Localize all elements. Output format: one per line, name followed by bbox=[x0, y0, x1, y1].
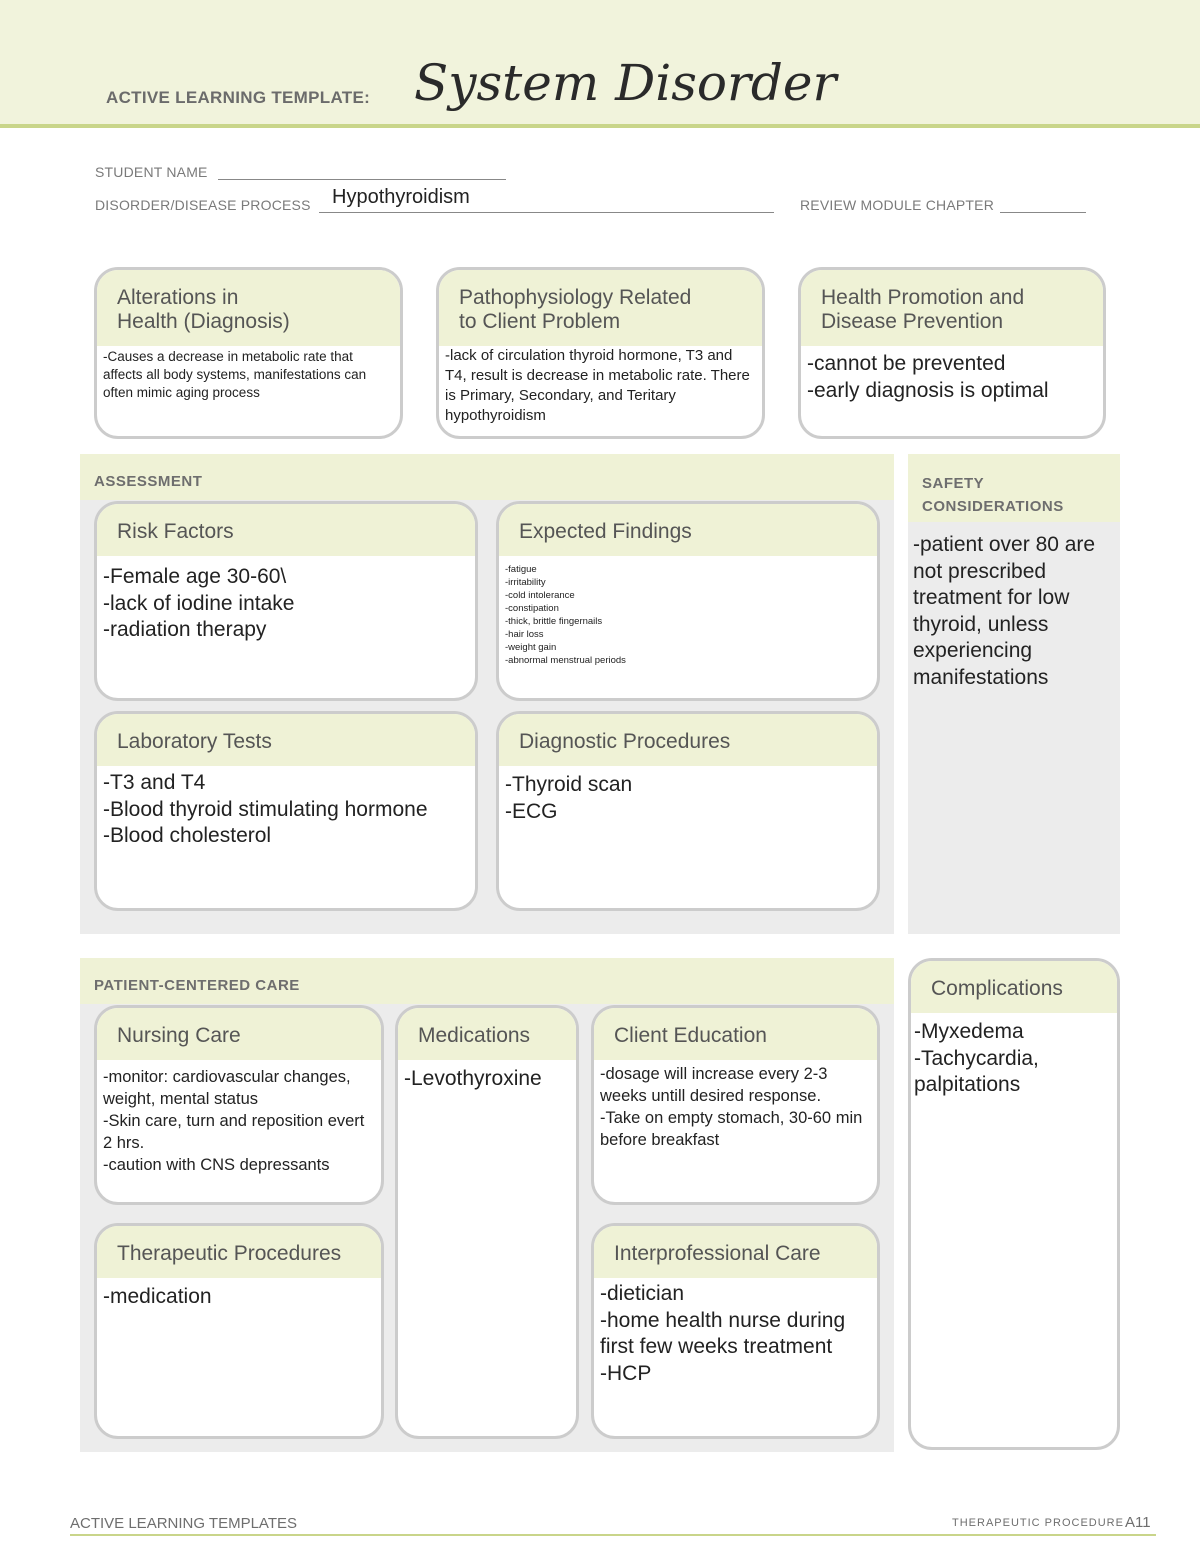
client-education-box bbox=[591, 1005, 880, 1205]
therapeutic-procedures-box bbox=[94, 1223, 384, 1439]
medications-box bbox=[395, 1005, 579, 1439]
safety-text: -patient over 80 are not prescribed treatment for low thyroid, unless experiencing manifestations bbox=[913, 533, 1096, 689]
medications-title: Medications bbox=[398, 1008, 576, 1060]
footer-divider bbox=[70, 1534, 1156, 1536]
health-promotion-text: -cannot be prevented -early diagnosis is optimal bbox=[807, 352, 1049, 402]
interprofessional-care-text: -dietician -home health nurse during first few weeks treatment -HCP bbox=[600, 1282, 846, 1385]
complications-box bbox=[908, 958, 1120, 1450]
diagnostic-procedures-title: Diagnostic Procedures bbox=[499, 714, 877, 766]
laboratory-tests-title: Laboratory Tests bbox=[97, 714, 475, 766]
template-label: ACTIVE LEARNING TEMPLATE: bbox=[106, 88, 371, 107]
client-education-title: Client Education bbox=[594, 1008, 877, 1060]
student-name-row bbox=[95, 164, 506, 180]
diagnostic-procedures-box bbox=[496, 711, 880, 911]
disease-label: DISORDER/DISEASE PROCESS bbox=[95, 197, 311, 213]
expected-findings-box bbox=[496, 501, 880, 701]
pathophysiology-text: -lack of circulation thyroid hormone, T3 and T4, result is decrease in metabolic rate. There is Primary, Secondary, and Teritary hypothyroidism bbox=[445, 347, 750, 424]
alterations-title: Alterations in Health (Diagnosis) bbox=[97, 270, 400, 346]
therapeutic-procedures-text: -medication bbox=[103, 1285, 212, 1308]
safety-title: SAFETY CONSIDERATIONS bbox=[922, 475, 1064, 515]
nursing-care-title: Nursing Care bbox=[97, 1008, 381, 1060]
interprofessional-care-title: Interprofessional Care bbox=[594, 1226, 877, 1278]
review-module-field[interactable] bbox=[1000, 199, 1086, 213]
complications-text: -Myxedema -Tachycardia, palpitations bbox=[914, 1020, 1039, 1096]
safety-panel bbox=[908, 454, 1120, 934]
health-promotion-box bbox=[798, 267, 1106, 439]
medications-text: -Levothyroxine bbox=[404, 1067, 542, 1090]
review-module-label: REVIEW MODULE CHAPTER bbox=[800, 197, 994, 213]
client-education-text: -dosage will increase every 2-3 weeks untill desired response. -Take on empty stomach, 30-60 min before breakfast bbox=[600, 1065, 863, 1149]
health-promotion-title: Health Promotion and Disease Prevention bbox=[801, 270, 1103, 346]
page-title: System Disorder bbox=[414, 54, 837, 112]
page-number: A11 bbox=[1125, 1514, 1151, 1531]
laboratory-tests-box bbox=[94, 711, 478, 911]
student-name-field[interactable] bbox=[218, 166, 506, 180]
alterations-text: -Causes a decrease in metabolic rate that affects all body systems, manifestations can often mimic aging process bbox=[103, 349, 367, 400]
alterations-box bbox=[94, 267, 403, 439]
footer-right-label: THERAPEUTIC PROCEDURE bbox=[952, 1517, 1124, 1529]
pathophysiology-title: Pathophysiology Related to Client Problem bbox=[439, 270, 762, 346]
risk-factors-title: Risk Factors bbox=[97, 504, 475, 556]
nursing-care-text: -monitor: cardiovascular changes, weight, mental status -Skin care, turn and reposition evert 2 hrs. -caution with CNS depressants bbox=[103, 1068, 365, 1174]
disease-value: Hypothyroidism bbox=[332, 186, 470, 208]
complications-title: Complications bbox=[911, 961, 1117, 1013]
review-module-row bbox=[800, 197, 1086, 213]
patient-care-title: PATIENT-CENTERED CARE bbox=[94, 977, 300, 994]
laboratory-tests-text: -T3 and T4 -Blood thyroid stimulating hormone -Blood cholesterol bbox=[103, 771, 428, 847]
student-name-label: STUDENT NAME bbox=[95, 164, 208, 180]
nursing-care-box bbox=[94, 1005, 384, 1205]
assessment-title: ASSESSMENT bbox=[94, 473, 203, 490]
therapeutic-procedures-title: Therapeutic Procedures bbox=[97, 1226, 381, 1278]
pathophysiology-box bbox=[436, 267, 765, 439]
header-divider bbox=[0, 124, 1200, 128]
expected-findings-text: -fatigue -irritability -cold intolerance -constipation -thick, brittle fingernails -hair loss -weight gain -abnormal menstrual periods bbox=[505, 564, 626, 666]
footer-left-label: ACTIVE LEARNING TEMPLATES bbox=[70, 1515, 297, 1532]
diagnostic-procedures-text: -Thyroid scan -ECG bbox=[505, 773, 633, 823]
risk-factors-box bbox=[94, 501, 478, 701]
interprofessional-care-box bbox=[591, 1223, 880, 1439]
risk-factors-text: -Female age 30-60\ -lack of iodine intake -radiation therapy bbox=[103, 565, 295, 641]
expected-findings-title: Expected Findings bbox=[499, 504, 877, 556]
